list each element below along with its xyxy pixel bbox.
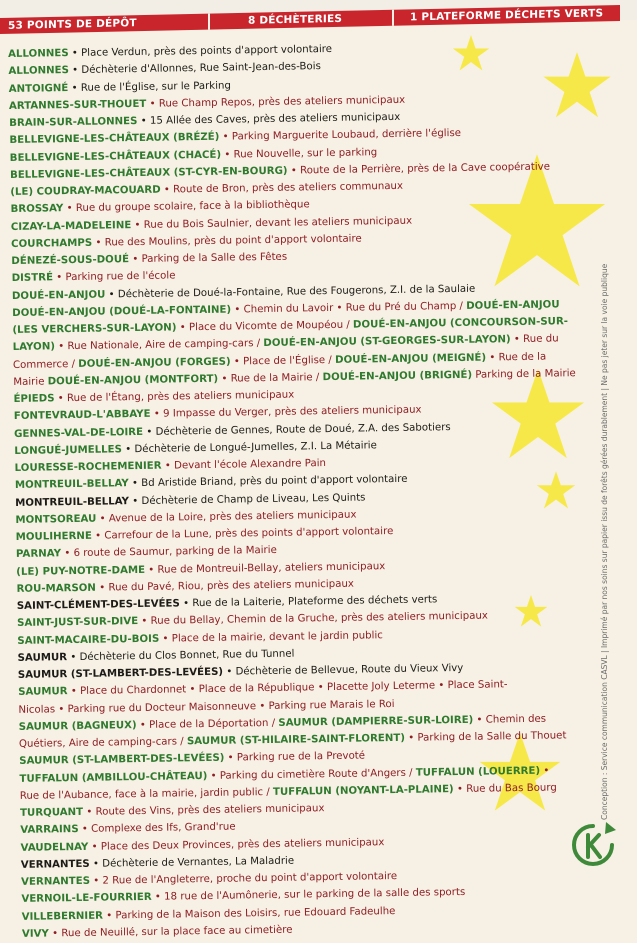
commune-name: VERNANTES: [21, 875, 91, 888]
header-separator: [208, 14, 210, 30]
commune-name: TUFFALUN (AMBILLOU-CHÂTEAU): [19, 770, 208, 785]
commune-name: BRAIN-SUR-ALLONNES: [9, 115, 138, 129]
location-text: • 6 route de Saumur, parking de la Mairie: [60, 545, 277, 560]
location-text: • Parking du cimetière Route d'Angers /: [207, 767, 416, 782]
commune-name: CIZAY-LA-MADELEINE: [10, 219, 132, 233]
location-text: • Place Verdun, près des points d'apport volontaire: [68, 43, 333, 60]
location-text: • Place du Chardonnet • Place de la République • Placette Joly Leterme • Place Saint-: [67, 679, 508, 698]
commune-name: SAUMUR: [17, 651, 68, 664]
location-text: Quétiers, Aire de camping-cars /: [18, 736, 188, 750]
commune-name: DOUÉ-EN-ANJOU (DOUÉ-LA-FONTAINE): [12, 304, 232, 319]
location-text: • Rue du Bas Bourg: [453, 782, 557, 795]
location-text: • 15 Allée des Caves, près des ateliers municipaux: [137, 111, 401, 127]
location-text: • Rue du: [510, 333, 559, 346]
commune-name: MOULIHERNE: [15, 530, 92, 543]
location-text: • Bd Aristide Briand, près du point d'apport volontaire: [128, 474, 408, 490]
commune-name: ALLONNES: [8, 65, 69, 78]
commune-name: SAUMUR (ST-LAMBERT-DES-LEVÉES): [19, 752, 225, 768]
location-text: • Déchèterie de Champ de Liveau, Les Quints: [128, 491, 366, 507]
commune-name: DOUÉ-EN-ANJOU (ST-GEORGES-SUR-LAYON): [263, 334, 511, 350]
location-text: • Déchèterie de Gennes, Route de Doué, Z.A. des Sabotiers: [142, 421, 451, 438]
commune-name: SAUMUR (BAGNEUX): [18, 719, 137, 733]
location-text: • Rue de Neuillé, sur la place face au cimetière: [48, 924, 293, 940]
location-text: • Complexe des Ifs, Grand'rue: [78, 821, 236, 836]
commune-name: DOUÉ-EN-ANJOU (MEIGNÉ): [334, 352, 487, 366]
commune-name: FONTEVRAUD-L'ABBAYE: [13, 409, 151, 423]
location-text: • Avenue de la Loire, près des ateliers municipaux: [96, 509, 357, 525]
location-text: • Parking Marguerite Loubaud, derrière l'église: [219, 128, 462, 143]
location-text: • Place des Deux Provinces, près des ateliers municipaux: [88, 836, 385, 853]
commune-name: LONGUÉ-JUMELLES: [14, 444, 123, 457]
location-text: • Rue de la Laiterie, Plateforme des déchets verts: [179, 594, 438, 610]
location-text: • Déchèterie de Vernantes, La Maladrie: [89, 855, 295, 870]
location-text: • Déchèterie de Longué-Jumelles, Z.I. La Métairie: [121, 440, 377, 456]
commune-name: VIVY: [21, 928, 49, 940]
location-text: • Rue de Montreuil-Bellay, ateliers municipaux: [144, 560, 386, 576]
recycling-k-logo-icon: [568, 820, 618, 870]
side-credits: Conception : Service communication CASVL | Imprimé par nos soins sur papier issu de forêts gérées durablement | Ne pas jeter sur la voie publique: [600, 263, 609, 820]
location-text: Rue de l'Aubance, face à la mairie, jardin public /: [19, 786, 274, 802]
location-text: •: [540, 765, 550, 777]
location-text: • Parking rue de la Prevoté: [224, 750, 366, 764]
commune-name: BELLEVIGNE-LES-CHÂTEAUX (CHACÉ): [9, 149, 222, 164]
commune-name: TUFFALUN (NOYANT-LA-PLAINE): [272, 783, 454, 798]
commune-name: PARNAY: [15, 548, 62, 561]
location-text: • Rue de l'Étang, près des ateliers municipaux: [54, 389, 295, 405]
commune-name: VERNOIL-LE-FOURRIER: [21, 892, 152, 906]
commune-name: TURQUANT: [19, 806, 84, 819]
location-text: • Route de Bron, près des ateliers communaux: [160, 180, 404, 196]
commune-name: BELLEVIGNE-LES-CHÂTEAUX (ST-CYR-EN-BOURG): [9, 165, 288, 181]
commune-name: ANTOIGNÉ: [8, 82, 69, 95]
location-text: • Déchèterie de Doué-la-Fontaine, Rue des Fougerons, Z.I. de la Saulaie: [105, 283, 476, 301]
location-text: • Place de la mairie, devant le jardin public: [159, 629, 383, 645]
commune-name: DOUÉ-EN-ANJOU (CONCOURSON-SUR-: [352, 316, 569, 331]
location-text: • Rue du Bois Saulnier, devant les ateliers municipaux: [131, 215, 413, 231]
location-text: • Rue de la: [485, 351, 547, 364]
commune-name: MONTREUIL-BELLAY: [14, 478, 129, 492]
commune-name: LOURESSE-ROCHEMENIER: [14, 460, 162, 474]
location-text: • Rue Champ Repos, près des ateliers municipaux: [146, 94, 406, 110]
location-text: Parking de la Mairie: [471, 367, 576, 381]
header-decheteries: 8 DÉCHÈTERIES: [248, 12, 343, 27]
commune-name: SAUMUR (ST-HILAIRE-SAINT-FLORENT): [186, 732, 406, 748]
header-depots: 53 POINTS DE DÉPÔT: [8, 17, 137, 32]
location-text: • Devant l'école Alexandre Pain: [161, 458, 327, 472]
commune-name: (LE) PUY-NOTRE-DAME: [16, 564, 146, 578]
commune-name: SAUMUR: [18, 686, 68, 699]
commune-name: DÉNEZÉ-SOUS-DOUÉ: [11, 254, 130, 267]
commune-name: SAINT-JUST-SUR-DIVE: [16, 616, 139, 630]
location-text: • 2 Rue de l'Angleterre, proche du point d'apport volontaire: [89, 870, 398, 887]
commune-name: VAUDELNAY: [20, 841, 89, 854]
location-text: Mairie: [13, 376, 48, 388]
location-text: • Rue du Pavé, Riou, près des ateliers municipaux: [95, 578, 354, 594]
location-text: Commerce /: [12, 358, 79, 371]
location-text: • Rue des Moulins, près du point d'apport volontaire: [92, 233, 362, 249]
commune-name: DISTRÉ: [11, 272, 54, 285]
location-text: • Rue du groupe scolaire, face à la bibliothèque: [63, 199, 310, 215]
commune-name: ARTANNES-SUR-THOUET: [8, 98, 147, 112]
commune-name: (LES VERCHERS-SUR-LAYON): [12, 322, 177, 336]
location-text: • Déchèterie du Clos Bonnet, Rue du Tunnel: [66, 648, 295, 663]
location-text: • Rue du Bellay, Chemin de la Gruche, près des ateliers municipaux: [138, 610, 488, 628]
commune-name: MONTSOREAU: [15, 513, 97, 526]
header-band: [0, 0, 637, 36]
commune-name: SAINT-CLÉMENT-DES-LEVÉES: [16, 598, 180, 612]
location-text: • Route des Vins, près des ateliers municipaux: [83, 803, 325, 818]
location-text: • Parking de la Maison des Loisirs, rue Edouard Fadeulhe: [102, 905, 396, 922]
location-text: • 18 rue de l'Aumônerie, sur le parking de la salle des sports: [151, 887, 466, 904]
location-text: • Rue de la Mairie /: [218, 371, 323, 385]
header-plateforme: 1 PLATEFORME DÉCHETS VERTS: [410, 7, 604, 24]
location-text: • Route de la Perrière, près de la Cave coopérative: [287, 161, 551, 177]
location-text: • Parking de la Salle des Fêtes: [128, 251, 288, 266]
commune-name: DOUÉ-EN-ANJOU: [466, 299, 560, 312]
commune-name: DOUÉ-EN-ANJOU (BRIGNÉ): [322, 369, 473, 383]
location-text: • Place du Vicomte de Moupéou /: [176, 319, 354, 334]
location-text: • Rue Nationale, Aire de camping-cars /: [54, 338, 264, 353]
location-text: • Carrefour de la Lune, près des points d'apport volontaire: [91, 526, 394, 542]
commune-name: SAUMUR (ST-LAMBERT-DES-LEVÉES): [17, 666, 224, 681]
commune-name: COURCHAMPS: [11, 237, 93, 250]
location-text: • Déchèterie de Bellevue, Route du Vieux Vivy: [222, 662, 464, 678]
commune-name: MONTREUIL-BELLAY: [15, 495, 130, 509]
commune-name: GENNES-VAL-DE-LOIRE: [14, 426, 144, 440]
location-text: • Chemin du Lavoir • Rue du Pré du Champ /: [231, 300, 467, 316]
location-text: • Déchèterie d'Allonnes, Rue Saint-Jean-des-Bois: [68, 61, 321, 77]
location-text: • Rue de l'Église, sur le Parking: [68, 80, 232, 94]
commune-name: ROU-MARSON: [16, 582, 97, 595]
commune-name: BELLEVIGNE-LES-CHÂTEAUX (BRÉZÉ): [9, 131, 220, 147]
commune-name: (LE) COUDRAY-MACOUARD: [10, 184, 161, 198]
depot-list: [8, 37, 607, 943]
commune-name: SAUMUR (DAMPIERRE-SUR-LOIRE): [278, 714, 474, 729]
location-text: • Rue Nouvelle, sur le parking: [220, 146, 378, 161]
commune-name: ALLONNES: [8, 48, 69, 60]
commune-name: DOUÉ-EN-ANJOU (MONTFORT): [47, 373, 219, 388]
location-text: • Parking rue de l'école: [52, 270, 176, 284]
header-separator: [392, 10, 394, 26]
location-text: Nicolas • Parking rue du Docteur Maisonneuve • Parking rue Marais le Roi: [18, 698, 395, 716]
commune-name: BROSSAY: [10, 203, 64, 216]
commune-name: ÉPIEDS: [13, 393, 55, 405]
location-text: • Place de l'Église /: [230, 354, 336, 368]
commune-name: VILLEBERNIER: [21, 910, 104, 923]
commune-name: TUFFALUN (LOUERRE): [415, 765, 541, 779]
commune-name: LAYON): [12, 341, 56, 354]
location-text: • Place de la Déportation /: [136, 717, 279, 731]
commune-name: DOUÉ-EN-ANJOU: [11, 289, 106, 302]
commune-name: SAINT-MACAIRE-DU-BOIS: [17, 633, 160, 647]
location-text: • Chemin des: [473, 713, 547, 726]
location-text: • 9 Impasse du Verger, près des ateliers municipaux: [150, 404, 422, 421]
commune-name: DOUÉ-EN-ANJOU (FORGES): [78, 356, 231, 370]
commune-name: VARRAINS: [20, 824, 79, 837]
location-text: • Parking de la Salle du Thouet: [404, 730, 567, 744]
commune-name: VERNANTES: [20, 858, 90, 871]
